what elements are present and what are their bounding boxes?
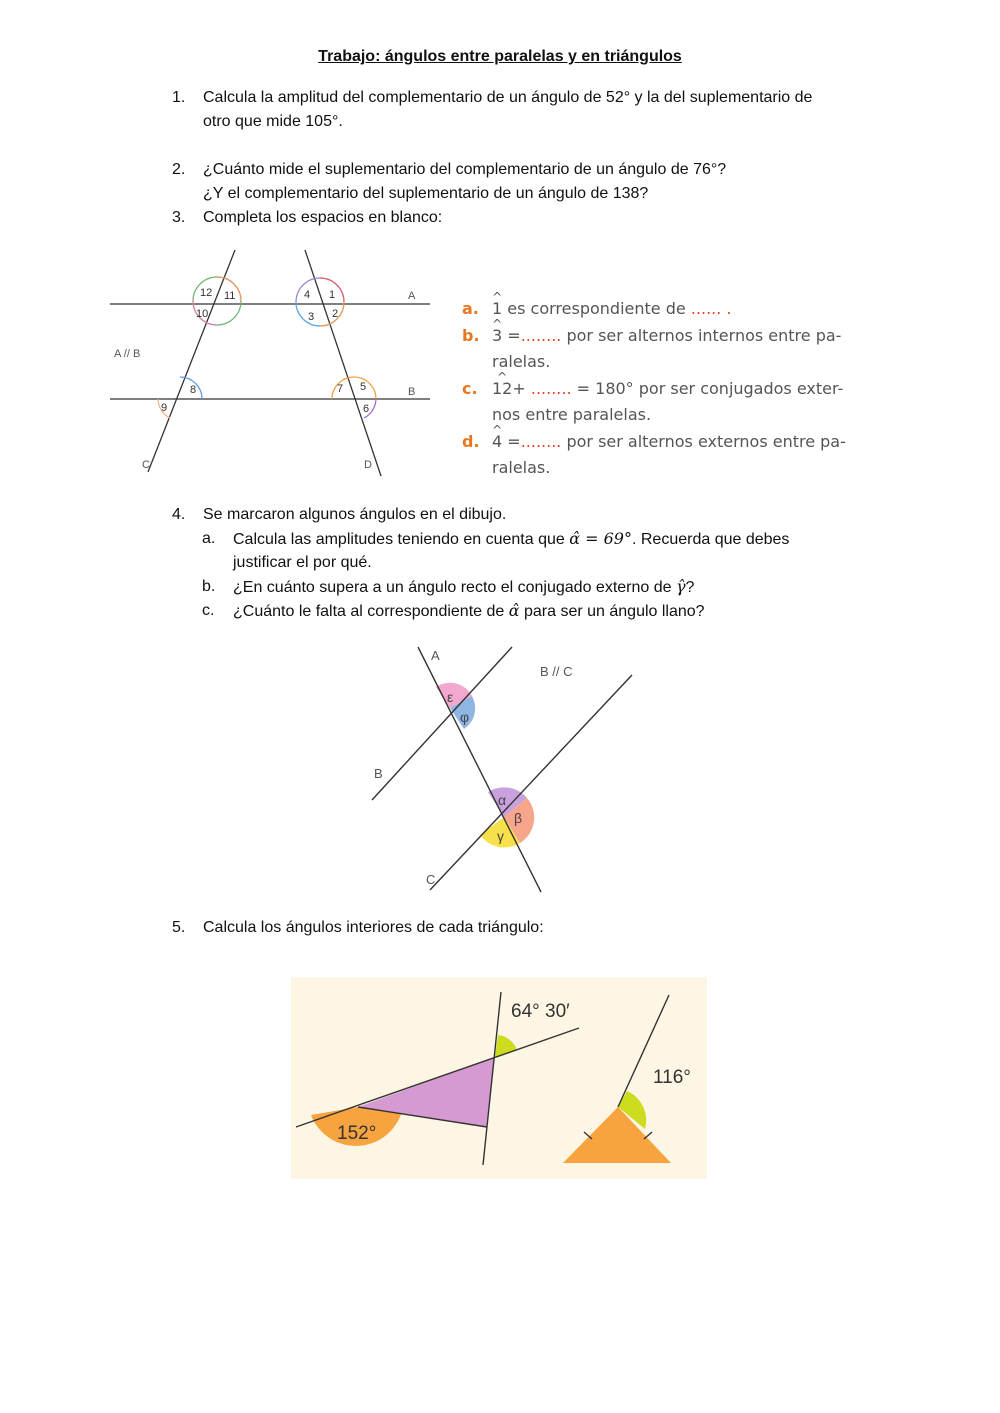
line-c [148, 250, 235, 472]
question-4 [172, 503, 872, 529]
sub-question-label: c. [202, 602, 215, 619]
line-d [305, 250, 381, 476]
angle-label-6: 6 [363, 403, 370, 415]
angle-label-epsilon: ε [447, 689, 454, 705]
angle-label-116: 116° [653, 1067, 691, 1088]
parallel-label: A // B [114, 348, 141, 360]
question-text-line1: Calcula los ángulos interiores de cada triángulo: [203, 919, 544, 936]
line-label-b: B [374, 766, 383, 781]
sub-question-text-post: para ser un ángulo llano? [524, 603, 705, 620]
math-alpha: α̂ [508, 601, 520, 620]
sub-question-text-post: ? [685, 579, 695, 596]
fill-item-c [462, 376, 862, 428]
question-4a [202, 527, 862, 575]
sub-question-text: ¿En cuánto supera a un ángulo recto el conjugado externo de [233, 579, 672, 596]
question-text-line1: Calcula la amplitud del complementario de un ángulo de 52° y la del suplementario de [203, 89, 813, 106]
page-title: Trabajo: ángulos entre paralelas y en triángulos [318, 48, 682, 65]
blank-dots[interactable]: ........ [520, 326, 562, 345]
math-gamma: γ̂ [675, 577, 686, 596]
question-1 [172, 86, 872, 136]
blank-dots[interactable]: ...... . [690, 299, 732, 318]
question-4b [202, 575, 862, 601]
fill-item-d [462, 429, 862, 481]
line-label-a: A [431, 648, 440, 663]
math-alpha: α̂ = 69° [569, 529, 632, 548]
angle-label-gamma: γ [497, 828, 504, 844]
angle-label-3: 3 [308, 311, 315, 323]
item-label: b. [462, 326, 480, 345]
angle-4-symbol: ^ 4 [492, 429, 502, 455]
item-text-line2: nos entre paralelas. [492, 405, 652, 424]
question-3 [172, 206, 872, 232]
question-number: 2. [172, 161, 186, 178]
question-4c [202, 599, 862, 625]
item-label: c. [462, 379, 478, 398]
line-label-c: C [426, 872, 436, 887]
sub-question-text: Calcula las amplitudes teniendo en cuenta que [233, 531, 565, 548]
question-5 [172, 916, 872, 942]
parallel-lines-figure-2 [360, 640, 650, 900]
angle-label-8: 8 [190, 384, 197, 396]
question-number: 3. [172, 209, 186, 226]
angle-label-7: 7 [337, 383, 344, 395]
angle-label-10: 10 [196, 308, 209, 320]
question-2 [172, 158, 872, 208]
question-text-line2: otro que mide 105°. [203, 113, 343, 130]
angle-label-9: 9 [161, 402, 168, 414]
equals-sign: = [507, 326, 521, 345]
line-a [418, 647, 541, 892]
sub-question-text-post: . Recuerda que debes [631, 531, 790, 548]
item-text-line1: por ser alternos externos entre pa- [566, 432, 846, 451]
line-b [372, 647, 512, 800]
angle-label-4: 4 [304, 289, 311, 301]
plus-sign: + [512, 379, 526, 398]
sub-question-label: a. [202, 530, 216, 547]
angle-label-152: 152° [337, 1123, 377, 1144]
angle-label-5: 5 [360, 381, 367, 393]
angle-12-symbol: ^ 12 [492, 376, 512, 402]
item-label: d. [462, 432, 480, 451]
fill-item-b [462, 323, 862, 375]
question-text-line1: Completa los espacios en blanco: [203, 209, 443, 226]
item-text-line2: ralelas. [492, 352, 551, 371]
blank-dots[interactable]: ........ [530, 379, 572, 398]
line-label-b: B [408, 386, 416, 398]
question-number: 4. [172, 506, 186, 523]
line-label-d: D [364, 459, 372, 471]
sub-question-text: ¿Cuánto le falta al correspondiente de [233, 603, 505, 620]
blank-dots[interactable]: ........ [520, 432, 562, 451]
sub-question-label: b. [202, 578, 216, 595]
angle-label-2: 2 [332, 308, 339, 320]
item-text: es correspondiente de [507, 299, 686, 318]
parallel-label: B // C [540, 664, 573, 679]
equals-sign: = [507, 432, 521, 451]
line-label-a: A [408, 290, 416, 302]
fill-item-a [462, 296, 862, 324]
angle-label-11: 11 [224, 290, 236, 302]
question-text-line2: ¿Y el complementario del suplementario de un ángulo de 138? [203, 185, 649, 202]
angle-1-symbol: ^ 1 [492, 296, 502, 322]
item-text-line1: = 180° por ser conjugados exter- [576, 379, 844, 398]
angle-label-beta: β [514, 810, 523, 826]
angle-label-alpha: α [498, 792, 507, 808]
parallel-lines-figure-1 [100, 240, 445, 485]
angle-3-symbol: ^ 3 [492, 323, 502, 349]
sub-question-text-line2: justificar el por qué. [233, 554, 372, 571]
question-number: 1. [172, 89, 186, 106]
question-text-line1: ¿Cuánto mide el suplementario del complementario de un ángulo de 76°? [203, 161, 727, 178]
angle-label-phi: φ [460, 709, 470, 725]
item-text-line2: ralelas. [492, 458, 551, 477]
item-label: a. [462, 299, 479, 318]
question-number: 5. [172, 919, 186, 936]
item-text-line1: por ser alternos internos entre pa- [566, 326, 842, 345]
question-text-line1: Se marcaron algunos ángulos en el dibujo. [203, 506, 507, 523]
angle-label-12: 12 [200, 287, 213, 299]
line-label-c: C [142, 459, 150, 471]
angle-label-64-30: 64° 30′ [511, 1001, 570, 1022]
angle-label-1: 1 [329, 289, 336, 301]
triangles-figure [291, 977, 707, 1179]
